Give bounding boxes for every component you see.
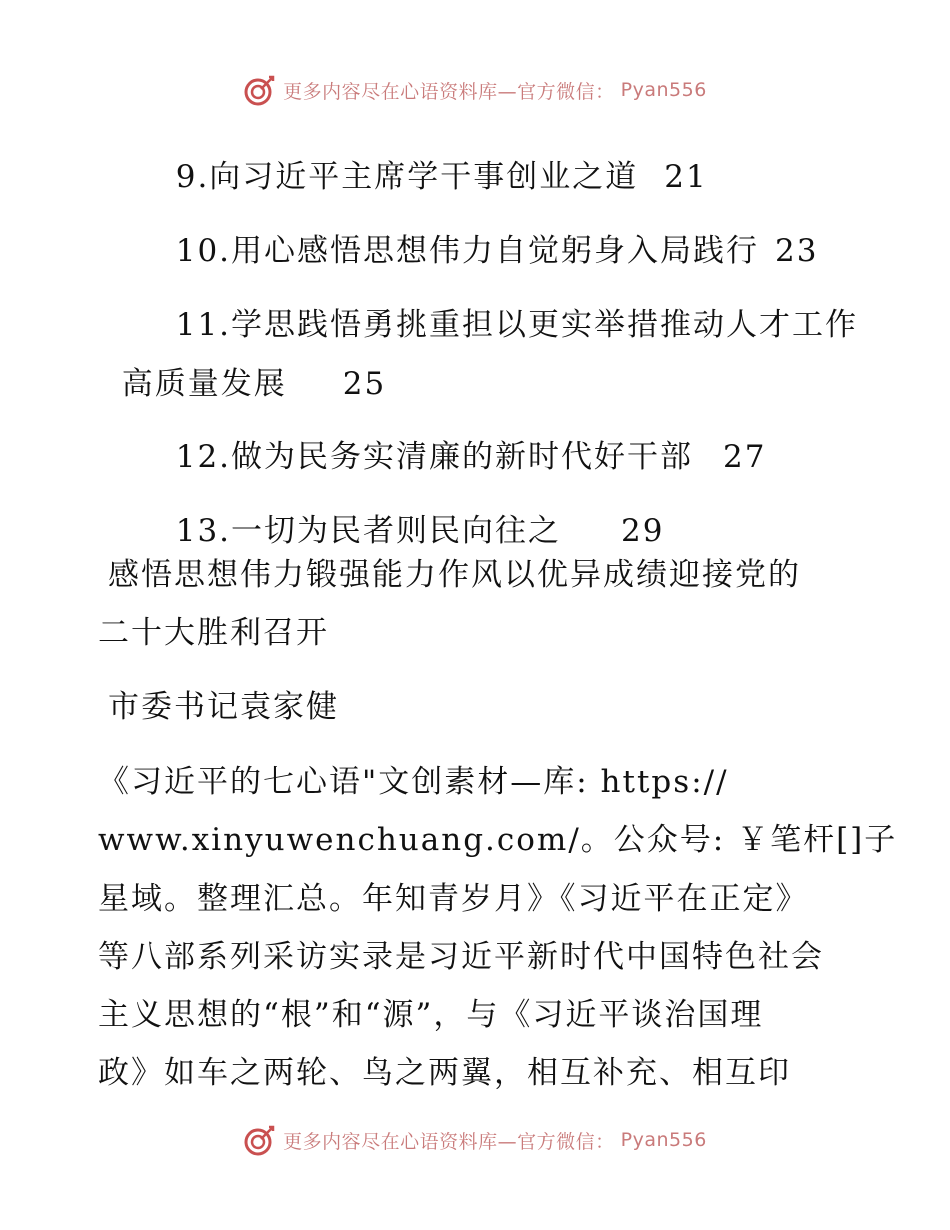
toc-page: 23 bbox=[775, 233, 819, 269]
toc-title: 10.用心感悟思想伟力自觉躬身入局践行 bbox=[175, 233, 760, 269]
logo-icon bbox=[243, 73, 277, 107]
banner-text: 更多内容尽在心语资料库—官方微信： bbox=[283, 80, 615, 103]
toc-item-11-line2 bbox=[98, 338, 386, 400]
wechat-id: Pyan556 bbox=[620, 1129, 707, 1151]
header-watermark-banner bbox=[0, 70, 950, 110]
body-line: 政》如车之两轮、鸟之两翼，相互补充、相互印 bbox=[98, 1055, 791, 1091]
wechat-id: Pyan556 bbox=[620, 79, 707, 101]
toc-item-13 bbox=[152, 485, 664, 547]
toc-title: 11.学思践悟勇挑重担以更实举措推动人才工作 bbox=[175, 307, 859, 343]
toc-item-10 bbox=[152, 205, 818, 267]
toc-title-cont: 高质量发展 bbox=[121, 366, 287, 402]
body-line: 星域。整理汇总。年知青岁月》《习近平在正定》 bbox=[98, 881, 809, 917]
logo-icon bbox=[243, 1123, 277, 1157]
toc-title: 9.向习近平主席学干事创业之道 bbox=[175, 159, 639, 195]
toc-title: 12.做为民务实清廉的新时代好干部 bbox=[175, 439, 694, 475]
toc-item-11-line1 bbox=[152, 279, 858, 341]
article-title-line1: 感悟思想伟力锻强能力作风以优异成绩迎接党的 bbox=[108, 557, 801, 593]
body-line: www.xinyuwenchuang.com/。公众号: ￥笔杆[]子 bbox=[98, 822, 898, 858]
toc-page: 29 bbox=[621, 513, 665, 549]
body-line: 等八部系列采访实录是习近平新时代中国特色社会 bbox=[98, 939, 824, 975]
body-line: 主义思想的“根”和“源”，与《习近平谈治国理 bbox=[98, 997, 764, 1033]
toc-page: 25 bbox=[342, 366, 387, 402]
banner-text: 更多内容尽在心语资料库—官方微信： bbox=[283, 1130, 615, 1153]
toc-page: 21 bbox=[664, 159, 708, 195]
toc-item-12 bbox=[152, 411, 766, 473]
footer-watermark-banner bbox=[0, 1120, 950, 1160]
article-author: 市委书记袁家健 bbox=[108, 689, 339, 725]
article-title-line2: 二十大胜利召开 bbox=[98, 615, 329, 651]
body-line: 《习近平的七心语"文创素材—库: https:// bbox=[98, 764, 729, 800]
toc-page: 27 bbox=[723, 439, 767, 475]
toc-title: 13.一切为民者则民向往之 bbox=[175, 513, 562, 549]
toc-item-9 bbox=[152, 131, 708, 193]
